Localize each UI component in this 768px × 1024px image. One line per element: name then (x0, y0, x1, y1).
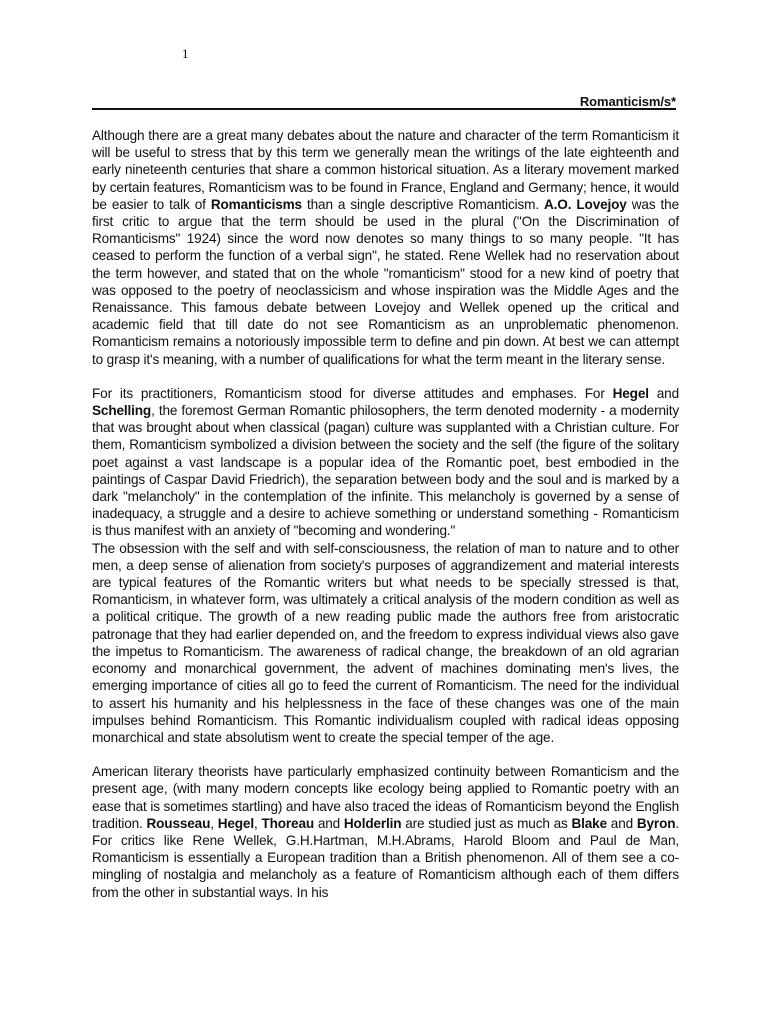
document-body (92, 127, 679, 901)
text-run: and (606, 815, 637, 831)
text-run: The obsession with the self and with self-consciousness, the relation of man to nature and to other men, a deep sense of alienation from society's purposes of aggrandizement and material interests are typical features of the Romantic writers but what needs to be specially stressed is that, Romanticism, in whatever form, was ultimately a critical analysis of the modern condition as well as a political critique. The growth of a new reading public made the authors free from aristocratic patronage that they had earlier depended on, and the freedom to express individual views also gave the impetus to Romanticism. The awareness of radical change, the breakdown of an old agrarian economy and monarchical government, the advent of machines dominating men's lives, the emerging importance of cities all go to feed the current of Romanticism. The need for the individual to assert his humanity and his helplessness in the face of these changes was one of the main impulses behind Romanticism. This Romantic individualism coupled with radical ideas opposing monarchical and state absolutism went to create the special temper of the age. (92, 540, 679, 745)
bold-name: A.O. Lovejoy (544, 196, 627, 212)
text-run: , the foremost German Romantic philosophers, the term denoted modernity - a modernity that was brought about when classical (pagan) culture was supplanted with a Christian culture. For them, Romanticism symbolized a division between the society and the self (the figure of the solitary poet against a vast landscape is a popular idea of the Romantic poet, best embodied in the paintings of Caspar David Friedrich), the separation between body and the soul and is marked by a dark "melancholy" in the contemplation of the infinite. This melancholy is governed by a sense of inadequacy, a struggle and a desire to achieve something or understand something - Romanticism is thus manifest with an anxiety of "becoming and wondering." (92, 403, 679, 539)
bold-name: Schelling (92, 403, 152, 419)
text-run: are studied just as much as (401, 815, 572, 831)
text-run: and (648, 385, 679, 401)
bold-term: Romanticisms (210, 196, 302, 212)
text-run: , (253, 815, 262, 831)
text-run: Although there are a great many debates about the nature and character of the term Romanticism it will be useful to stress that by this term we generally mean the writings of the late eighteenth and early nineteenth centuries that share a common historical situation. As a literary movement marked by certain features, Romanticism was to be found in France, England and Germany; hence, it would be easier to talk of (92, 128, 679, 212)
bold-name: Holderlin (343, 815, 402, 831)
bold-name: Rousseau (146, 815, 211, 831)
paragraph-practitioners (92, 385, 679, 540)
page-number: 1 (182, 46, 189, 61)
bold-name: Thoreau (261, 815, 315, 831)
bold-name: Hegel (217, 815, 254, 831)
text-run: was the first critic to argue that the term should be used in the plural ("On the Discrimination of Romanticisms" 1924) since the word now denotes so many things to so many people. "It has ceased to perform the function of a verbal sign", he stated. Rene Wellek had no reservation about the term however, and stated that on the whole "romanticism" stood for a new kind of poetry that was opposed to the poetry of neoclassicism and whose inspiration was the Middle Ages and the Renaissance. This famous debate between Lovejoy and Wellek opened up the critical and academic field that till date do not see Romanticism as an unproblematic phenomenon. Romanticism remains a notoriously impossible term to define and pin down. At best we can attempt to grasp it's meaning, with a number of qualifications for what the term meant in the literary sense. (92, 196, 679, 367)
bold-name: Byron (636, 815, 676, 831)
paragraph-american-theorists (92, 763, 679, 901)
text-run: For its practitioners, Romanticism stood for diverse attitudes and emphases. For (92, 385, 613, 401)
text-run: , (210, 815, 218, 831)
running-header: Romanticism/s* (579, 94, 676, 109)
text-run: and (314, 815, 344, 831)
bold-name: Hegel (612, 385, 649, 401)
bold-name: Blake (571, 815, 607, 831)
text-run: than a single descriptive Romanticism. (301, 196, 544, 212)
header-rule (92, 108, 676, 110)
paragraph-definition (92, 127, 679, 368)
paragraph-self-consciousness (92, 540, 679, 746)
text-run: . For critics like Rene Wellek, G.H.Hartman, M.H.Abrams, Harold Bloom and Paul de Man, Romanticism is essentially a European tradition than a British phenomenon. All of them see a co-mingling of nostalgia and melancholy as a feature of Romanticism although each of them differs from the other in substantial ways. In his (92, 815, 680, 900)
text-run: American literary theorists have particularly emphasized continuity between Romanticism and the present age, (with many modern concepts like ecology being applied to Romantic poetry with an ease that is sometimes startling) and have also traced the ideas of Romanticism beyond the English tradition. (92, 764, 679, 831)
